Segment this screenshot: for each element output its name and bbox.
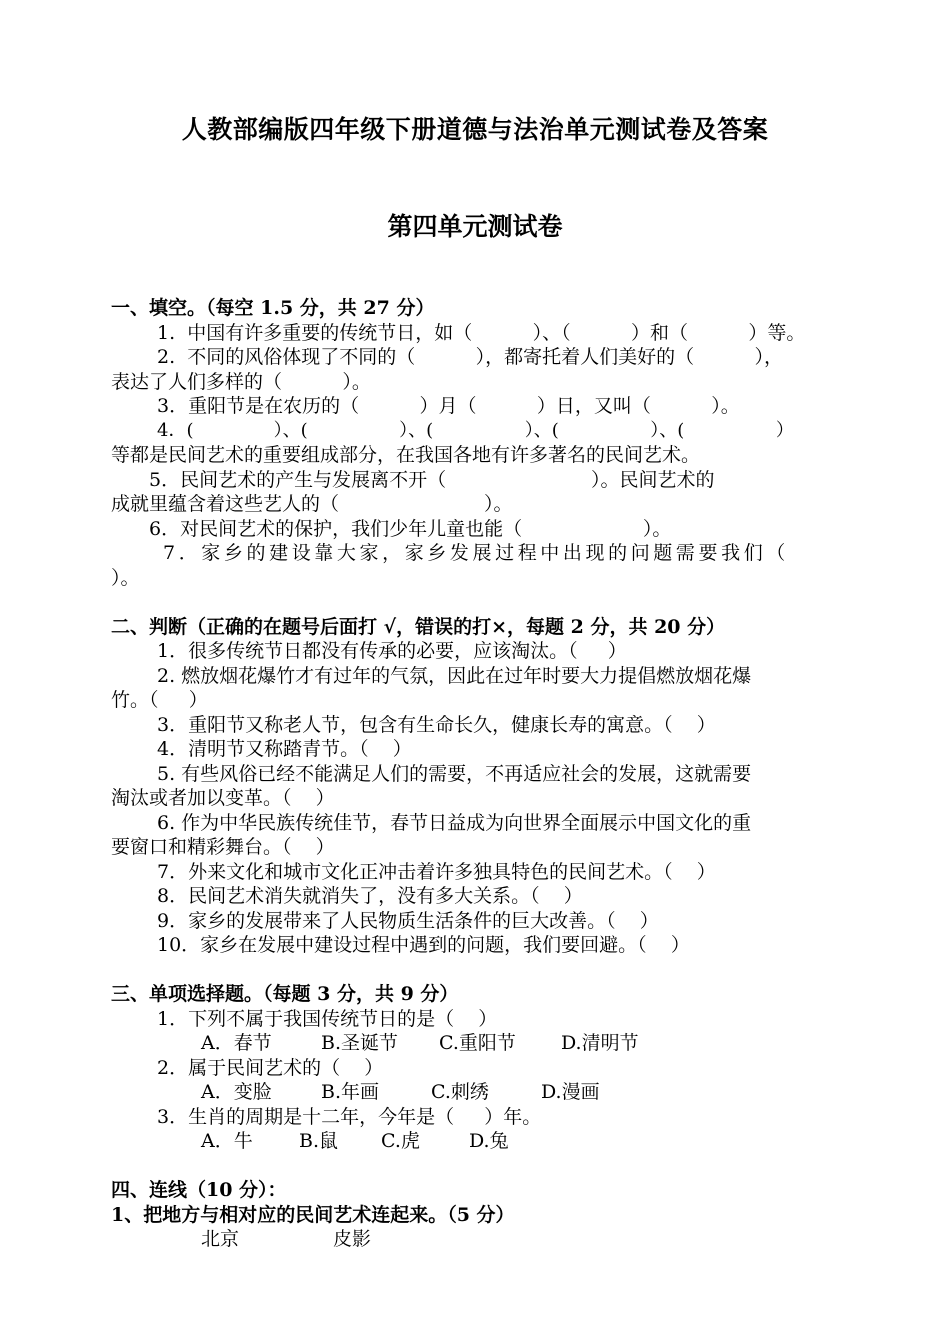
judge-question-1: 1．很多传统节日都没有传承的必要，应该淘汰。（ ） bbox=[157, 640, 627, 662]
judge-question-3: 3．重阳节又称老人节，包含有生命长久，健康长寿的寓意。（ ） bbox=[157, 713, 716, 736]
choice-question-2: 2．属于民间艺术的（ ） bbox=[157, 1056, 384, 1079]
judge-question-8: 8．民间艺术消失就消失了，没有多大关系。（ ） bbox=[157, 885, 583, 907]
judge-question-6-line1: 6. 作为中华民族传统佳节，春节日益成为向世界全面展示中国文化的重 bbox=[157, 811, 752, 834]
choice-option: A．春节 bbox=[201, 1032, 272, 1054]
fill-question-7-line1 bbox=[111, 541, 846, 566]
choice-question-2-options bbox=[111, 1080, 846, 1105]
fill-question-7-text: 7．家乡的建设靠大家，家乡发展过程中出现的问题需要我们（ bbox=[163, 542, 789, 564]
choice-option: B.鼠 bbox=[299, 1130, 339, 1152]
judge-question-7: 7．外来文化和城市文化正冲击着许多独具特色的民间艺术。（ ） bbox=[157, 860, 716, 883]
section-choice-heading: 三、单项选择题。（每题 3 分，共 9 分） bbox=[111, 983, 459, 1005]
match-right-item: 皮影 bbox=[333, 1228, 372, 1250]
choice-option: B.圣诞节 bbox=[321, 1032, 399, 1054]
fill-question-1: 1. 中国有许多重要的传统节日，如（ ）、（ ）和（ ）等。 bbox=[157, 321, 806, 344]
judge-question-2-line2: 竹。（ ） bbox=[111, 689, 208, 711]
choice-option: D.兔 bbox=[469, 1130, 509, 1152]
fill-question-4-line1: 4．( ）、( ）、( ）、( ）、( ） bbox=[157, 419, 794, 441]
choice-option: D.漫画 bbox=[541, 1081, 600, 1103]
match-left-item: 北京 bbox=[201, 1228, 240, 1250]
judge-question-5-line2: 淘汰或者加以变革。（ ） bbox=[111, 787, 335, 809]
choice-option: C.刺绣 bbox=[431, 1081, 489, 1103]
section-match-heading: 四、连线（10 分）： bbox=[111, 1179, 287, 1201]
choice-option: C.重阳节 bbox=[439, 1032, 516, 1054]
fill-question-5-line2: 成就里蕴含着这些艺人的（ ）。 bbox=[111, 493, 513, 515]
judge-question-5-line1: 5. 有些风俗已经不能满足人们的需要，不再适应社会的发展，这就需要 bbox=[157, 762, 752, 785]
judge-question-2-line1: 2. 燃放烟花爆竹才有过年的气氛，因此在过年时要大力提倡燃放烟花爆 bbox=[157, 664, 752, 687]
choice-option: D.清明节 bbox=[561, 1032, 639, 1054]
choice-question-1: 1．下列不属于我国传统节日的是（ ） bbox=[157, 1007, 498, 1030]
fill-question-2-line2: 表达了人们多样的（ ）。 bbox=[111, 370, 371, 393]
judge-question-6-line2: 要窗口和精彩舞台。（ ） bbox=[111, 836, 335, 858]
fill-question-3: 3．重阳节是在农历的（ ）月（ ）日，又叫（ ）。 bbox=[157, 395, 740, 417]
section-fill-heading: 一、填空。（每空 1.5 分，共 27 分） bbox=[111, 297, 435, 319]
exam-content bbox=[111, 296, 846, 1252]
fill-question-7-line2: ）。 bbox=[111, 566, 140, 589]
fill-question-5-line1: 5．民间艺术的产生与发展离不开（ ）。民间艺术的 bbox=[149, 468, 715, 491]
unit-title: 第四单元测试卷 bbox=[387, 212, 563, 241]
match-row bbox=[111, 1227, 846, 1252]
judge-question-9: 9．家乡的发展带来了人民物质生活条件的巨大改善。（ ） bbox=[157, 909, 659, 932]
choice-option: A．牛 bbox=[201, 1130, 253, 1152]
choice-question-3-options bbox=[111, 1129, 846, 1154]
match-subquestion-1: 1、把地方与相对应的民间艺术连起来。（5 分） bbox=[111, 1203, 515, 1226]
judge-question-4: 4．清明节又称踏青节。（ ） bbox=[157, 738, 412, 760]
fill-question-4-line2: 等都是民间艺术的重要组成部分，在我国各地有许多著名的民间艺术。 bbox=[111, 444, 701, 466]
choice-question-3: 3．生肖的周期是十二年，今年是（ ）年。 bbox=[157, 1105, 542, 1128]
judge-question-10: 10．家乡在发展中建设过程中遇到的问题，我们要回避。（ ） bbox=[157, 934, 690, 956]
choice-question-1-options bbox=[111, 1031, 846, 1056]
choice-option: B.年画 bbox=[321, 1081, 380, 1103]
choice-option: A．变脸 bbox=[201, 1081, 272, 1103]
fill-question-6: 6．对民间艺术的保护，我们少年儿童也能（ ）。 bbox=[149, 517, 672, 540]
fill-question-2-line1: 2. 不同的风俗体现了不同的（ ），都寄托着人们美好的（ ）， bbox=[157, 346, 783, 368]
choice-option: C.虎 bbox=[381, 1130, 420, 1152]
section-judge-heading: 二、判断（正确的在题号后面打 √，错误的打×，每题 2 分，共 20 分） bbox=[111, 615, 726, 638]
document-title: 人教部编版四年级下册道德与法治单元测试卷及答案 bbox=[181, 115, 769, 144]
